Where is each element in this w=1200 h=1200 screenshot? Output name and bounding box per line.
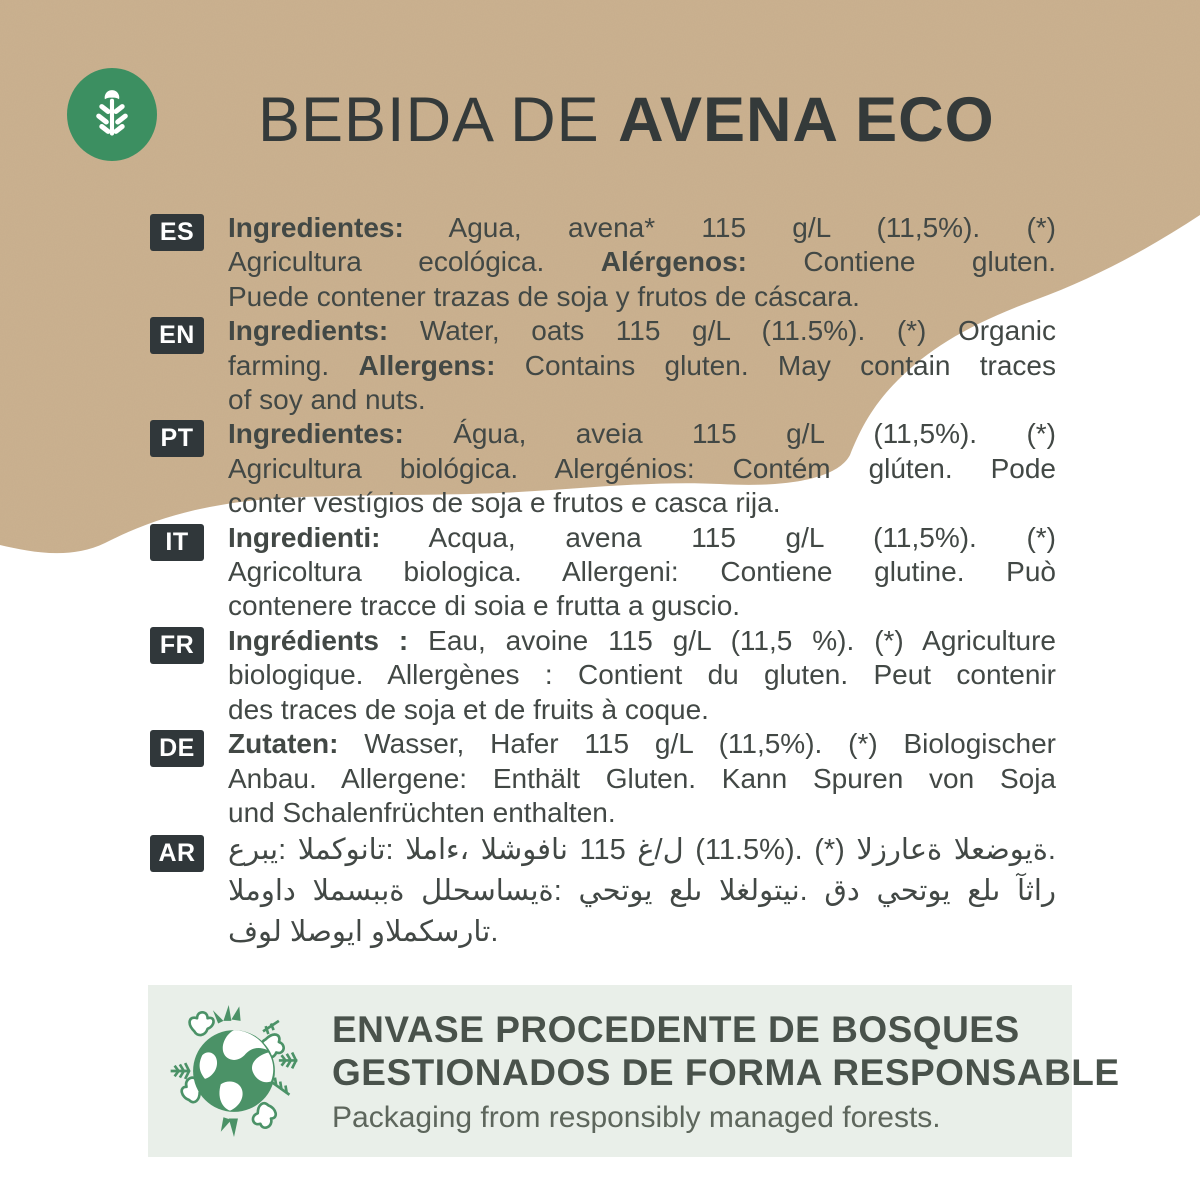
text-line: biologique. Allergènes : Contient du gluten. Peut contenir (228, 659, 1056, 691)
language-section-it (150, 521, 1060, 624)
ingredients-text-ar (228, 830, 1056, 953)
text-line: farming. Allergens: Contains gluten. May contain traces (228, 349, 1056, 381)
text-line: Zutaten: Wasser, Hafer 115 g/L (11,5%). (*) Biologischer (228, 728, 1056, 760)
language-section-es (150, 211, 1060, 314)
footer-title-line2: GESTIONADOS DE FORMA RESPONSABLE (332, 1051, 1120, 1093)
language-badge-es: ES (150, 214, 204, 251)
ingredients-text-fr (228, 624, 1056, 727)
footer-subtitle: Packaging from responsibly managed forests. (332, 1100, 941, 1134)
text-line: عربي: المكونات: الماء، الشوفان 115 غ/ل (11.5%). (*) الزراعة العضوية. (228, 834, 1056, 867)
language-badge-de: DE (150, 730, 204, 767)
language-badge-fr: FR (150, 627, 204, 664)
brand-logo (67, 68, 157, 161)
text-line: Ingredientes: Água, aveia 115 g/L (11,5%). (*) (228, 418, 1056, 450)
ingredients-text-de (228, 727, 1056, 830)
title-regular: BEBIDA DE (258, 85, 619, 155)
language-section-en (150, 314, 1060, 417)
text-line: Agricultura biológica. Alergénios: Contém glúten. Pode (228, 452, 1056, 484)
ingredients-text-pt (228, 417, 1056, 520)
text-line: Agricultura ecológica. Alérgenos: Contiene gluten. (228, 246, 1056, 278)
footer-title-line1: ENVASE PROCEDENTE DE BOSQUES (332, 1008, 1020, 1050)
text-line: Anbau. Allergene: Enthält Gluten. Kann Spuren von Soja (228, 762, 1056, 794)
ingredients-text-it (228, 521, 1056, 624)
text-line: conter vestígios de soja e frutos e casca rija. (228, 487, 781, 519)
text-line: und Schalenfrüchten enthalten. (228, 796, 616, 828)
text-line: Puede contener trazas de soja y frutos de cáscara. (228, 280, 860, 312)
text-line: of soy and nuts. (228, 384, 426, 416)
text-line: المواد المسببة للحساسية: يحتوي على الغلوتين. قد يحتوي على آثار (228, 875, 1056, 908)
ingredients-text-en (228, 314, 1056, 417)
plant-sprig-icon (90, 89, 134, 141)
language-badge-pt: PT (150, 420, 204, 457)
text-line: فول الصويا والمكسرات. (228, 916, 499, 949)
text-line: Agricoltura biologica. Allergeni: Contiene glutine. Può (228, 556, 1056, 588)
language-badge-en: EN (150, 317, 204, 354)
language-section-de (150, 727, 1060, 830)
title-bold: AVENA ECO (618, 85, 995, 155)
language-badge-it: IT (150, 524, 204, 561)
text-line: Ingrédients : Eau, avoine 115 g/L (11,5 %). (*) Agriculture (228, 624, 1056, 656)
text-line: contenere tracce di soia e frutta a guscio. (228, 590, 741, 622)
language-section-ar (150, 830, 1060, 953)
language-section-pt (150, 417, 1060, 520)
language-badge-ar: AR (150, 835, 204, 872)
language-section-fr (150, 624, 1060, 727)
footer-text (332, 1008, 1120, 1135)
text-line: Ingredienti: Acqua, avena 115 g/L (11,5%). (*) (228, 521, 1056, 553)
footer-card (148, 985, 1120, 1157)
text-line: des traces de soja et de fruits à coque. (228, 693, 709, 725)
ingredients-list (150, 211, 1060, 953)
text-line: Ingredientes: Agua, avena* 115 g/L (11,5%). (*) (228, 212, 1056, 243)
ingredients-text-es (228, 211, 1056, 314)
globe-leaves-icon (168, 1002, 300, 1140)
text-line: Ingredients: Water, oats 115 g/L (11.5%). (*) Organic (228, 315, 1056, 347)
page-title (258, 84, 995, 156)
